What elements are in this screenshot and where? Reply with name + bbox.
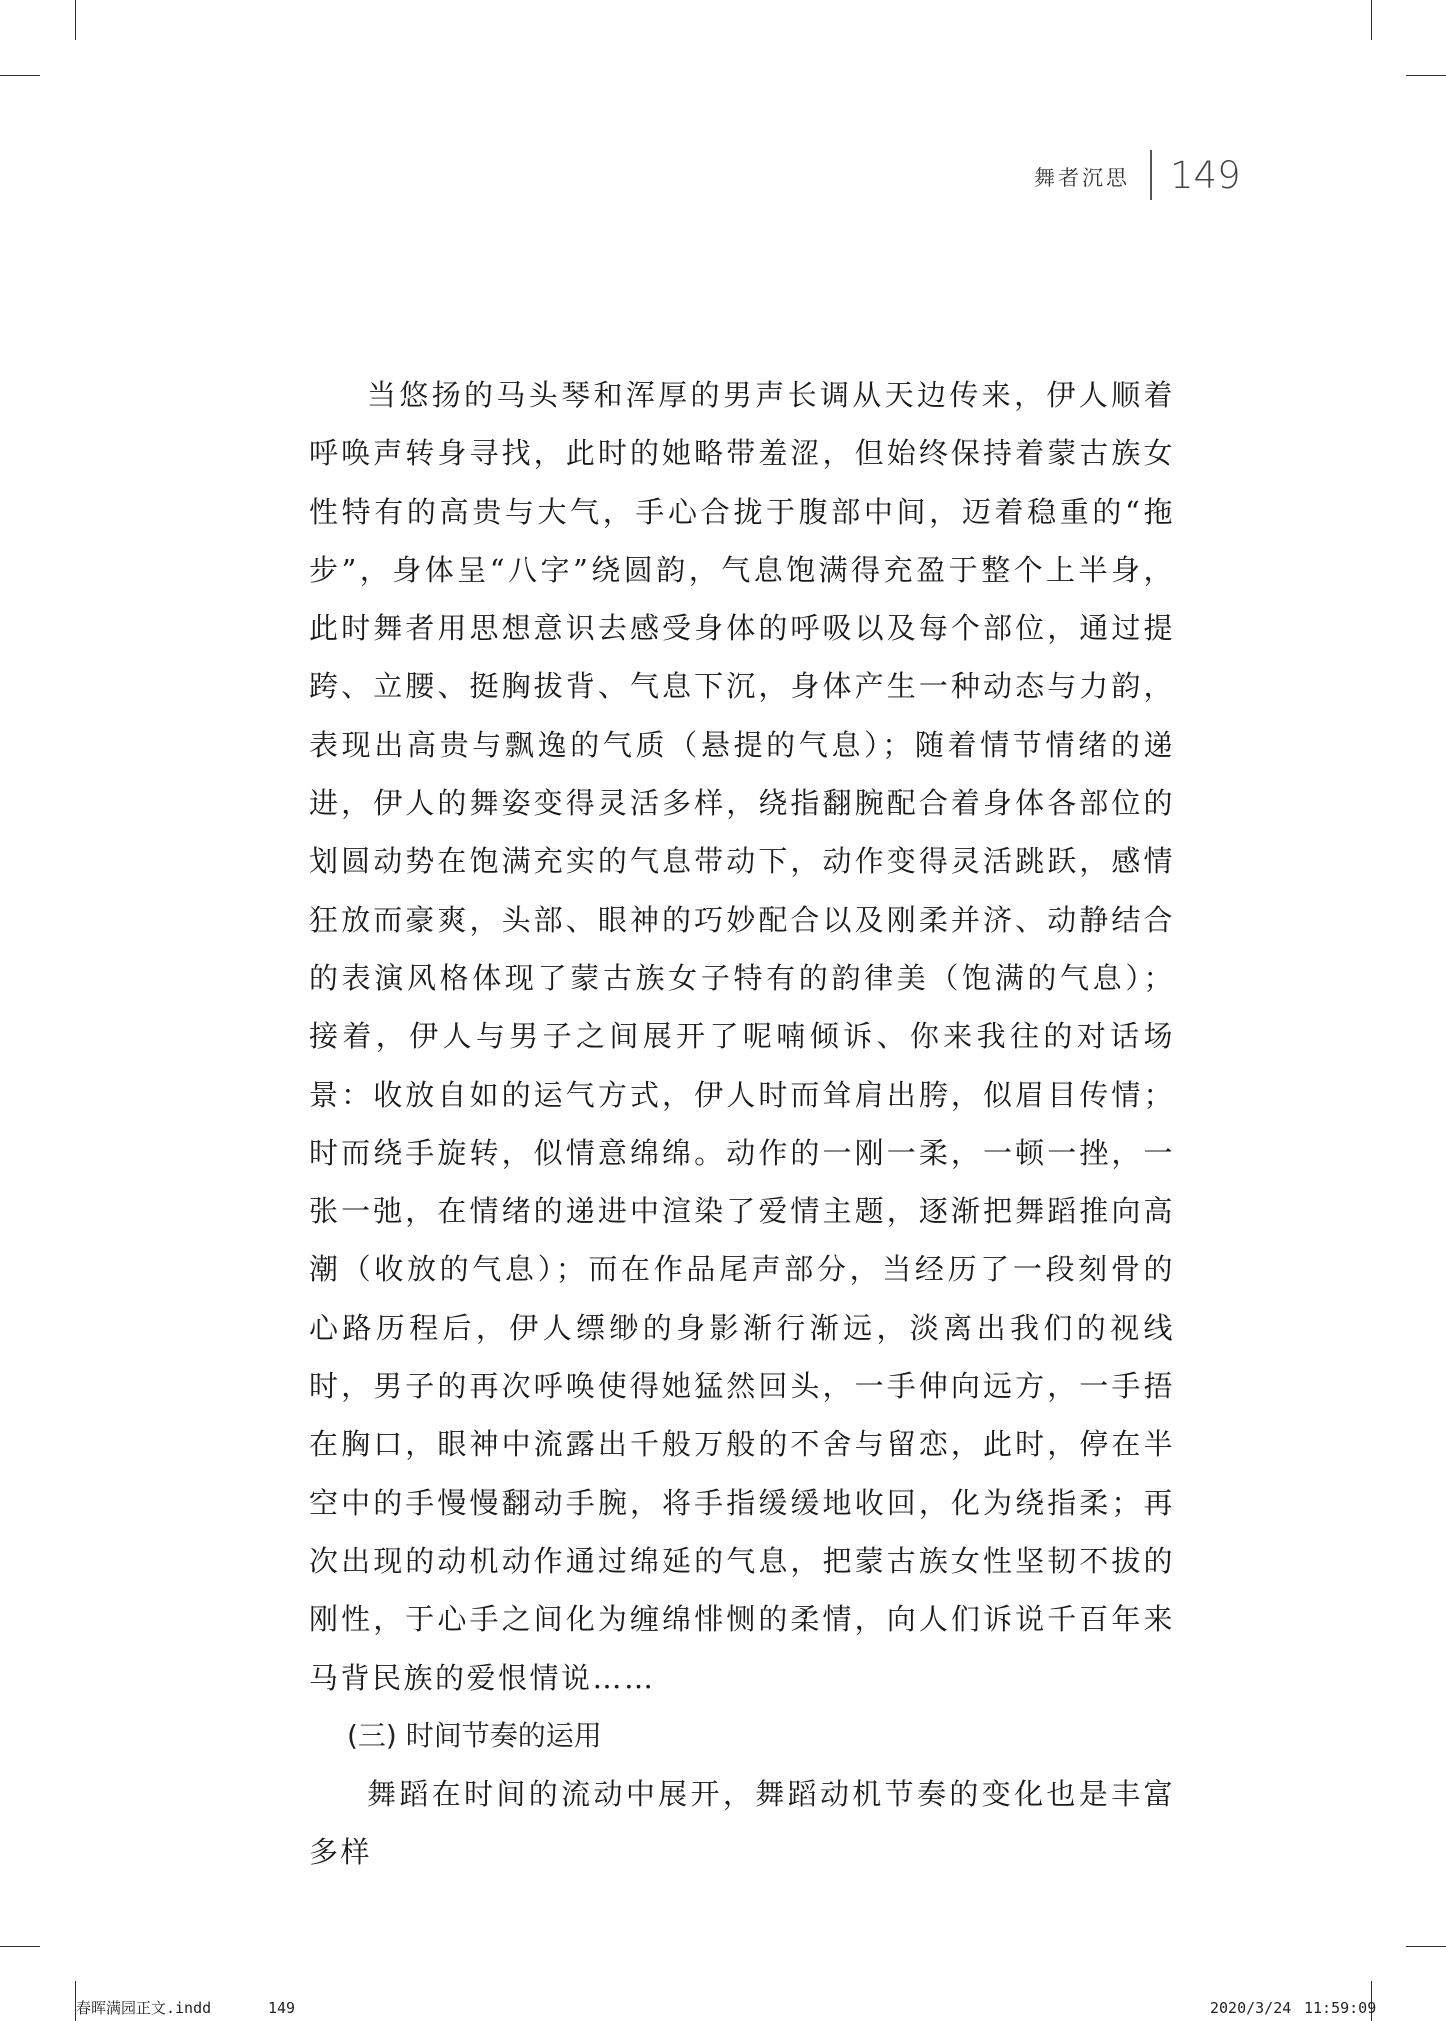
footer-date: 2020/3/24 — [1210, 1999, 1292, 2017]
running-header — [1030, 150, 1280, 200]
main-text — [309, 366, 1175, 1882]
body-paragraph: 当悠扬的马头琴和浑厚的男声长调从天边传来，伊人顺着呼唤声转身寻找，此时的她略带羞涩，但始终保持着蒙古族女性特有的高贵与大气，手心合拢于腹部中间，迈着稳重的“拖步”，身体呈“八字”绕圆韵，气息饱满得充盈于整个上半身，此时舞者用思想意识去感受身体的呼吸以及每个部位，通过提跨、立腰、挺胸拔背、气息下沉，身体产生一种动态与力韵，表现出高贵与飘逸的气质（悬提的气息）；随着情节情绪的递进，伊人的舞姿变得灵活多样，绕指翻腕配合着身体各部位的划圆动势在饱满充实的气息带动下，动作变得灵活跳跃，感情狂放而豪爽，头部、眼神的巧妙配合以及刚柔并济、动静结合的表演风格体现了蒙古族女子特有的韵律美（饱满的气息）；接着，伊人与男子之间展开了呢喃倾诉、你来我往的对话场景：收放自如的运气方式，伊人时而耸肩出胯，似眉目传情；时而绕手旋转，似情意绵绵。动作的一刚一柔，一顿一挫，一张一弛，在情绪的递进中渲染了爱情主题，逐渐把舞蹈推向高潮（收放的气息）；而在作品尾声部分，当经历了一段刻骨的心路历程后，伊人缥缈的身影渐行渐远，淡离出我们的视线时，男子的再次呼唤使得她猛然回头，一手伸向远方，一手捂在胸口，眼神中流露出千般万般的不舍与留恋，此时，停在半空中的手慢慢翻动手腕，将手指缓缓地收回，化为绕指柔；再次出现的动机动作通过绵延的气息，把蒙古族女性坚韧不拔的刚性，于心手之间化为缠绵悱恻的柔情，向人们诉说千百年来马背民族的爱恨情说…… — [309, 378, 1175, 1695]
section-heading: (三) 时间节奏的运用 — [347, 1718, 602, 1752]
crop-mark-top-left-vertical — [75, 0, 76, 40]
crop-mark-top-left-horizontal — [0, 75, 40, 76]
crop-mark-bottom-left-horizontal — [0, 1946, 40, 1947]
crop-mark-bottom-right-horizontal — [1406, 1946, 1446, 1947]
header-separator — [1150, 150, 1152, 200]
footer-time: 11:59:09 — [1304, 1999, 1377, 2017]
page-number: 149 — [1170, 154, 1241, 197]
footer-page: 149 — [268, 1999, 296, 2017]
running-title: 舞者沉思 — [1034, 166, 1130, 190]
crop-mark-top-right-vertical — [1371, 0, 1372, 40]
crop-mark-top-right-horizontal — [1406, 75, 1446, 76]
body-paragraph: 舞蹈在时间的流动中展开，舞蹈动机节奏的变化也是丰富多样 — [309, 1777, 1175, 1870]
footer-filename: 春晖满园正文.indd — [76, 1999, 212, 2017]
